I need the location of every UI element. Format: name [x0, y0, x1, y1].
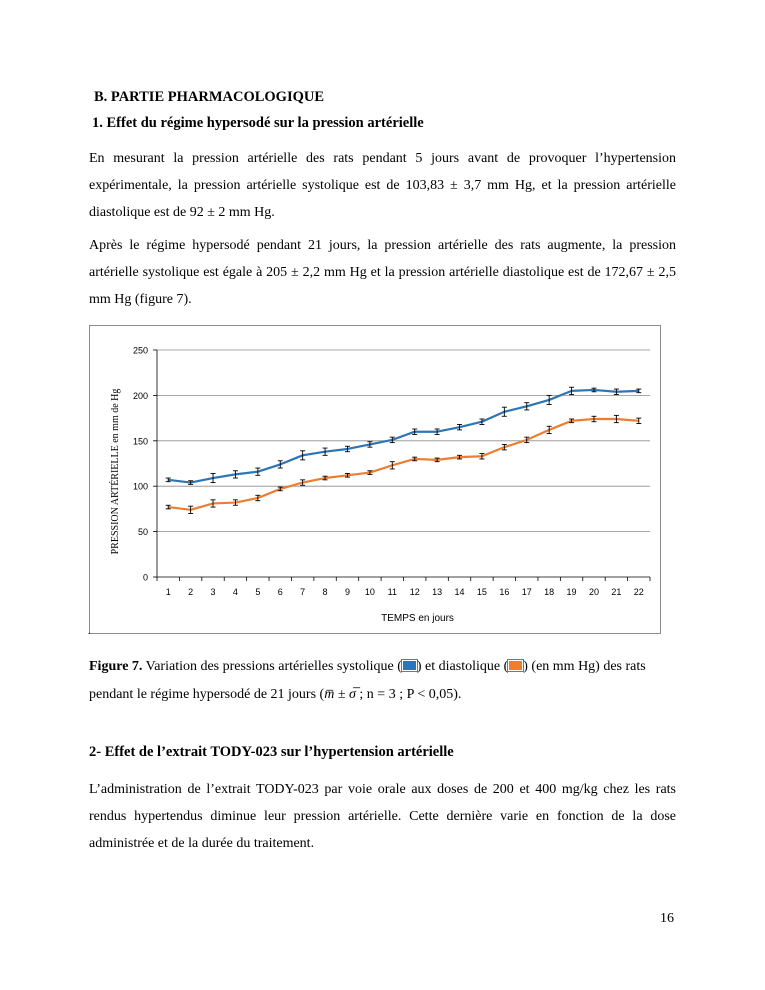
y-tick-label: 200 — [132, 390, 148, 401]
caption-text-d: ; n = 3 ; P < 0,05). — [355, 687, 462, 702]
y-tick-label: 100 — [132, 481, 148, 492]
line-chart — [90, 326, 660, 633]
section-heading-1: 1. Effet du régime hypersodé sur la pression artérielle — [92, 115, 424, 131]
stray-dot: . — [88, 626, 91, 637]
x-tick-label: 3 — [210, 587, 216, 597]
caption-text-c: ) (en mm Hg) des rats pendant le régime hypersodé de 21 jours ( — [89, 659, 646, 702]
x-tick-label: 10 — [364, 587, 375, 597]
section-heading-2: 2- Effet de l’extrait TODY-023 sur l’hypertension artérielle — [89, 744, 454, 760]
page-number: 16 — [660, 911, 674, 926]
y-tick-label: 50 — [137, 527, 148, 538]
section-heading-b: B. PARTIE PHARMACOLOGIQUE — [94, 89, 325, 105]
x-tick-label: 8 — [322, 587, 328, 597]
x-tick-label: 4 — [232, 587, 238, 597]
caption-text-b: ) et diastolique ( — [416, 659, 509, 674]
x-tick-label: 13 — [432, 587, 443, 597]
x-tick-label: 16 — [499, 587, 510, 597]
paragraph-tody-023: L’administration de l’extrait TODY-023 par voie orale aux doses de 200 et 400 mg/kg chez les rats rendus hypertendus diminue leur pression artérielle. Cette dernière varie en fonction de la dose administrée et de la durée du traitement. — [89, 782, 676, 851]
figure-7-chart — [89, 325, 661, 634]
diastolic-legend-swatch — [508, 660, 523, 671]
x-tick-label: 21 — [611, 587, 622, 597]
x-tick-label: 7 — [300, 587, 306, 597]
series-line-diastolique — [168, 419, 639, 510]
caption-text-a: Variation des pressions artérielles systolique ( — [142, 659, 402, 674]
paragraph-after-regime: Après le régime hypersodé pendant 21 jours, la pression artérielle des rats augmente, la pression artérielle systolique est égale à 205 ± 2,2 mm Hg et la pression artérielle diastolique est de 172,67 ± 2,5 mm Hg (figure 7). — [89, 238, 676, 307]
x-tick-label: 1 — [165, 587, 171, 597]
mean-symbol: m̅ ± σ̅ — [324, 687, 356, 702]
y-tick-label: 250 — [132, 345, 148, 356]
x-tick-label: 20 — [588, 587, 599, 597]
x-tick-label: 6 — [277, 587, 283, 597]
series-line-systolique — [168, 390, 639, 483]
x-tick-label: 2 — [188, 587, 194, 597]
y-tick-label: 0 — [142, 572, 148, 583]
x-tick-label: 17 — [521, 587, 532, 597]
x-tick-label: 15 — [476, 587, 487, 597]
x-tick-label: 5 — [255, 587, 261, 597]
x-tick-label: 22 — [633, 587, 644, 597]
y-tick-label: 150 — [132, 436, 148, 447]
x-tick-label: 14 — [454, 587, 465, 597]
y-axis-title: PRESSION ARTÉRIELLE en mm de Hg — [110, 388, 121, 555]
paragraph-baseline-pressure: En mesurant la pression artérielle des rats pendant 5 jours avant de provoquer l’hypertension expérimentale, la pression artérielle systolique est de 103,83 ± 3,7 mm Hg, et la pression artérielle diastolique est de 92 ± 2 mm Hg. — [89, 151, 676, 220]
figure-caption — [89, 653, 676, 709]
x-tick-label: 9 — [344, 587, 350, 597]
x-tick-label: 18 — [544, 587, 555, 597]
systolic-legend-swatch — [402, 660, 417, 671]
x-tick-label: 12 — [409, 587, 420, 597]
x-axis-title: TEMPS en jours — [381, 613, 454, 624]
x-tick-label: 11 — [387, 587, 397, 597]
caption-label: Figure 7. — [89, 659, 143, 674]
x-tick-label: 19 — [566, 587, 577, 597]
